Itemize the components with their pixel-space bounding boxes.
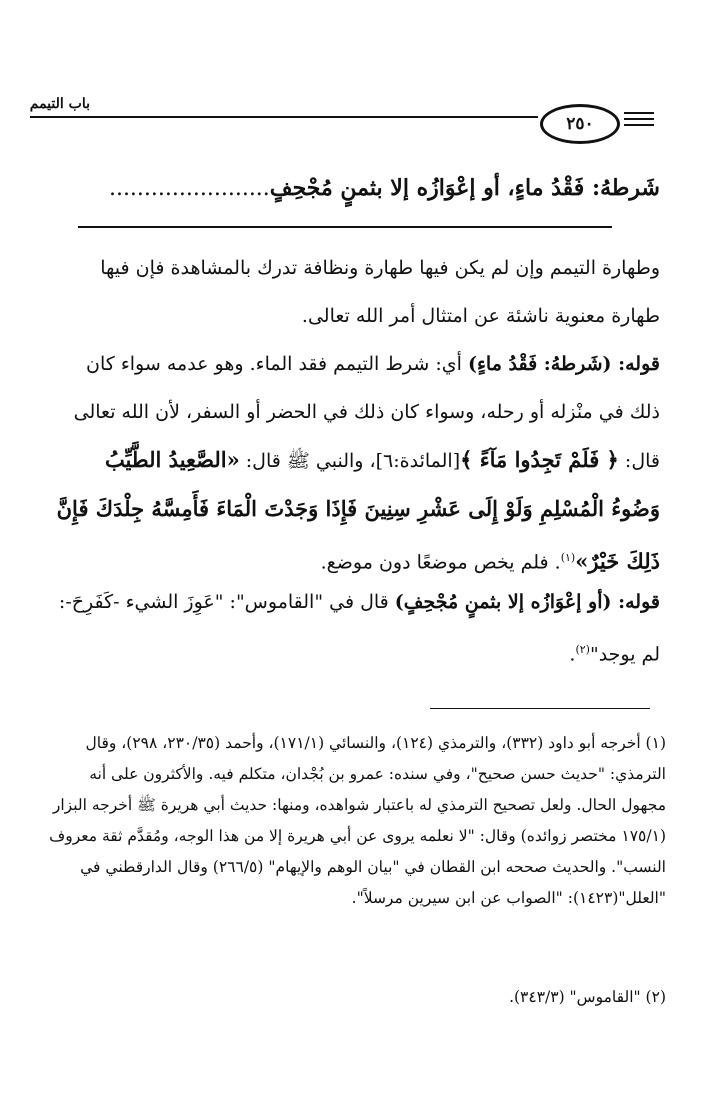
paragraph-3 <box>50 578 660 678</box>
p2-label: قوله: (شَرطهُ: فَقْدُ ماءٍ) <box>467 353 660 375</box>
chapter-title: باب التيمم <box>29 96 90 112</box>
verse-reference: [المائدة:٦] <box>375 450 461 472</box>
paragraph-2 <box>50 340 660 586</box>
p3-text: قال في "القاموس": "عَوِزَ الشيء -كَفَرِحَ-: لم يوجد" <box>58 591 660 666</box>
header-rule-right-2 <box>624 118 654 120</box>
header-rule <box>30 116 538 118</box>
paragraph-1: وطهارة التيمم وإن لم يكن فيها طهارة ونظافة تدرك بالمشاهدة فإن فيها طهارة معنوية ناشئة عن امتثال أمر الله تعالى. <box>100 257 660 327</box>
hadith-text: «الصَّعِيدُ الطَّيِّبُ وَضُوءُ الْمُسْلِمِ وَلَوْ إِلَى عَشْرِ سِنِينَ فَإِذَا وَجَدْتَ الْمَاءَ فَأَمِسَّهُ جِلْدَكَ فَإِنَّ ذَلِكَ خَيْرٌ» <box>56 447 660 574</box>
p2-text-b: ، والنبي ﷺ قال: <box>245 450 376 472</box>
p3-label: قوله: (أو إعْوَازُه إلا بثمنٍ مُجْحِفٍ) <box>394 591 660 613</box>
footnote-1: (١) أخرجه أبو داود (٣٣٢)، والترمذي (١٢٤)، والنسائي (١٧١/١)، وأحمد (٢٣٠/٣٥، ٢٩٨)، وقال الترمذي: "حديث حسن صحيح"، وفي سنده: عمرو بن بُجْدان، متكلم فيه. والأكثرون على أنه مجهول الحال. ولعل تصحيح الترمذي له باعتبار شواهده، ومنها: حديث أبي هريرة ﷺ أخرجه البزار (١٧٥/١ مختصر زوائده) وقال: "لا نعلمه يروى عن أبي هريرة إلا من هذا الوجه، ومُقدَّم ثقة معروف النسب". والحديث صححه ابن القطان في "بيان الوهم والإيهام" (٢٦٦/٥) وقال الدارقطني في "العلل"(١٤٢٣): "الصواب عن ابن سيرين مرسلاً". <box>49 734 666 907</box>
heading-dots: ....................... <box>108 176 270 201</box>
p3-end: . <box>569 643 576 666</box>
quran-verse: ﴿ فَلَمْ تَجِدُوا مَآءً ﴾ <box>460 447 619 472</box>
header-rule-right-3 <box>624 124 654 126</box>
section-heading <box>50 168 660 209</box>
p2-text-a: أي: شرط التيمم فقد الماء. وهو عدمه سواء كان ذلك في منْزله أو رحله، وسواء كان ذلك في الحضر أو السفر، لأن الله تعالى قال: <box>73 353 660 472</box>
header-rule-right-1 <box>624 112 654 114</box>
footnote-2: (٢) "القاموس" (٣٤٣/٣). <box>509 988 666 1006</box>
p2-text-c: . فلم يخص موضعًا دون موضع. <box>320 551 561 574</box>
heading-text: شَرطهُ: فَقْدُ ماءٍ، أو إعْوَازُه إلا بثمنٍ مُجْحِفٍ <box>269 175 660 201</box>
footnote-ref-2: (٢) <box>575 643 590 656</box>
footnote-ref-1: (١) <box>560 551 576 564</box>
footnote-separator <box>430 708 650 709</box>
heading-rule <box>78 226 612 228</box>
page-number: ٢٥٠ <box>540 104 620 144</box>
